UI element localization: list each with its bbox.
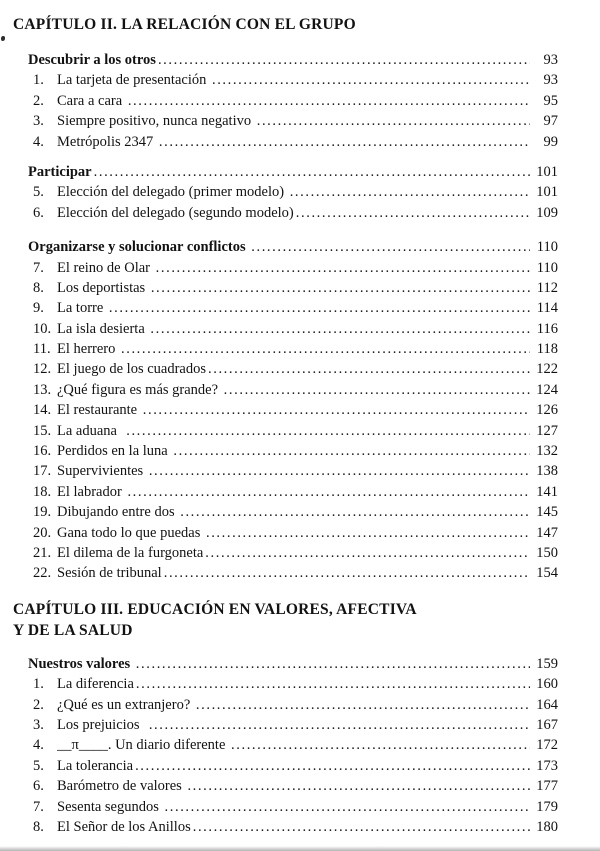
toc-entry-label: La aduana xyxy=(57,422,125,439)
dot-leader xyxy=(191,817,530,837)
toc-entry-number: 6. xyxy=(33,778,44,795)
toc-group xyxy=(28,654,558,838)
toc-entry xyxy=(28,359,558,379)
toc-entry-number: 16. xyxy=(33,443,52,460)
dot-leader xyxy=(229,735,530,755)
toc-entry-label: __π____. Un diario diferente xyxy=(57,737,230,754)
page-number: 97 xyxy=(543,113,558,130)
page-number: 147 xyxy=(536,524,558,541)
page-number: 109 xyxy=(536,204,558,221)
toc-entry-label: Perdidos en la luna xyxy=(57,443,172,460)
toc-entry xyxy=(28,70,558,90)
toc-entry-number: 1. xyxy=(33,676,44,693)
toc-entry-label: El Señor de los Anillos xyxy=(57,818,191,835)
toc-entry-label: El restaurante xyxy=(57,402,141,419)
dot-leader xyxy=(162,563,530,583)
toc-entry xyxy=(28,695,558,715)
dot-leader xyxy=(92,162,530,182)
toc-entry-label: Los deportistas xyxy=(57,279,149,296)
toc-entry-label: Cara a cara xyxy=(57,92,126,109)
dot-leader xyxy=(154,258,530,278)
dot-leader xyxy=(147,715,530,735)
chapter-heading xyxy=(13,14,558,35)
toc-entry-label: Metrópolis 2347 xyxy=(57,133,157,150)
toc-entry-number: 3. xyxy=(33,113,44,130)
toc-entry-label: El herrero xyxy=(57,341,119,358)
dot-leader xyxy=(126,91,530,111)
toc-entry-number: 14. xyxy=(33,402,52,419)
toc-group-header-label: Participar xyxy=(28,163,92,180)
dot-leader xyxy=(119,339,530,359)
toc-entry-number: 7. xyxy=(33,798,44,815)
page-number: 138 xyxy=(536,463,558,480)
toc-entry-number: 4. xyxy=(33,133,44,150)
toc-entry-number: 5. xyxy=(33,184,44,201)
toc-entry-label: La torre xyxy=(57,300,107,317)
page-number: 116 xyxy=(536,320,558,337)
page-number: 93 xyxy=(543,72,558,89)
page-number: 93 xyxy=(543,52,558,68)
page-number: 99 xyxy=(543,133,558,150)
toc-entry xyxy=(28,797,558,817)
toc-entry-number: 9. xyxy=(33,300,44,317)
toc-entry xyxy=(28,339,558,359)
page-number: 173 xyxy=(536,757,558,774)
toc-entry xyxy=(28,461,558,481)
page-number: 159 xyxy=(536,655,558,672)
toc-group-header-label: Organizarse y solucionar conflictos xyxy=(28,239,250,256)
dot-leader xyxy=(147,461,530,481)
toc-group-header-label: Descubrir a los otros xyxy=(28,52,156,68)
toc-entry xyxy=(28,441,558,461)
toc-entry xyxy=(28,182,558,202)
dot-leader xyxy=(294,203,530,223)
page-number: 177 xyxy=(536,778,558,795)
toc-entry xyxy=(28,380,558,400)
toc-entry-number: 4. xyxy=(33,737,44,754)
toc-entry-number: 2. xyxy=(33,696,44,713)
page-number: 95 xyxy=(543,92,558,109)
toc-entry-number: 20. xyxy=(33,524,52,541)
dot-leader xyxy=(204,523,530,543)
toc-entry xyxy=(28,817,558,837)
toc-entry xyxy=(28,400,558,420)
toc-entry-label: ¿Qué es un extranjero? xyxy=(57,696,194,713)
toc-entry xyxy=(28,674,558,694)
toc-entry-number: 13. xyxy=(33,381,52,398)
toc-entry-label: El dilema de la furgoneta xyxy=(57,544,204,561)
page-number: 154 xyxy=(536,565,558,582)
toc-entry-label: El juego de los cuadrados xyxy=(57,361,206,378)
toc-entry xyxy=(28,776,558,796)
page-number: 110 xyxy=(536,239,558,256)
dot-leader xyxy=(124,421,530,441)
toc-entry xyxy=(28,543,558,563)
dot-leader xyxy=(222,380,530,400)
toc-group xyxy=(28,162,558,223)
toc-entry-number: 2. xyxy=(33,92,44,109)
chapter-heading xyxy=(13,599,558,641)
dot-leader xyxy=(185,776,530,796)
toc-entry-number: 12. xyxy=(33,361,52,378)
toc-entry-number: 6. xyxy=(33,204,44,221)
dot-leader xyxy=(171,441,530,461)
toc-entry-label: El reino de Olar xyxy=(57,259,154,276)
dot-leader xyxy=(255,111,530,131)
toc-entry xyxy=(28,132,558,152)
page-number: 124 xyxy=(536,381,558,398)
page-number: 126 xyxy=(536,402,558,419)
dot-leader xyxy=(134,654,530,674)
dot-leader xyxy=(203,543,530,563)
toc-group-header-label: Nuestros valores xyxy=(28,655,134,672)
toc-entry-number: 5. xyxy=(33,757,44,774)
toc-entry-number: 21. xyxy=(33,544,52,561)
toc-entry-number: 10. xyxy=(33,320,52,337)
toc-entry xyxy=(28,319,558,339)
page-number: 132 xyxy=(536,443,558,460)
toc-entry-number: 17. xyxy=(33,463,52,480)
toc-entry xyxy=(28,715,558,735)
page-number: 112 xyxy=(536,279,558,296)
toc-entry xyxy=(28,298,558,318)
dot-leader xyxy=(149,278,530,298)
dot-leader xyxy=(133,756,530,776)
toc-entry-number: 8. xyxy=(33,818,44,835)
toc-entry-label: El labrador xyxy=(57,483,126,500)
toc-entry xyxy=(28,482,558,502)
page-number: 141 xyxy=(536,483,558,500)
chapter-heading-line: Y DE LA SALUD xyxy=(13,621,133,639)
page-number: 150 xyxy=(536,544,558,561)
scan-artifact-speck xyxy=(1,36,5,41)
toc-entry-number: 3. xyxy=(33,716,44,733)
toc-list xyxy=(13,14,558,837)
dot-leader xyxy=(194,695,530,715)
toc-entry-label: Elección del delegado (segundo modelo) xyxy=(57,204,294,221)
dot-leader xyxy=(163,797,530,817)
dot-leader xyxy=(178,502,530,522)
page-number: 101 xyxy=(536,163,558,180)
toc-entry xyxy=(28,258,558,278)
page-number: 114 xyxy=(536,300,558,317)
dot-leader xyxy=(206,359,530,379)
dot-leader xyxy=(125,482,530,502)
toc-entry-number: 1. xyxy=(33,72,44,89)
page-number: 172 xyxy=(536,737,558,754)
toc-entry-label: Sesenta segundos xyxy=(57,798,163,815)
toc-entry-label: Elección del delegado (primer modelo) xyxy=(57,184,288,201)
toc-entry xyxy=(28,278,558,298)
toc-entry-number: 11. xyxy=(33,341,51,358)
page-number: 164 xyxy=(536,696,558,713)
page-number: 145 xyxy=(536,504,558,521)
toc-entry-label: Sesión de tribunal xyxy=(57,565,162,582)
dot-leader xyxy=(288,182,530,202)
toc-group xyxy=(28,50,558,152)
dot-leader xyxy=(157,132,530,152)
toc-entry xyxy=(28,523,558,543)
chapter-heading-line: CAPÍTULO II. LA RELACIÓN CON EL GRUPO xyxy=(13,16,356,33)
toc-group-header xyxy=(28,50,558,70)
toc-entry-number: 15. xyxy=(33,422,52,439)
chapter-heading-line: CAPÍTULO III. EDUCACIÓN EN VALORES, AFECTIVA xyxy=(13,600,417,618)
toc-entry-label: Dibujando entre dos xyxy=(57,504,179,521)
page-number: 110 xyxy=(536,259,558,276)
toc-entry-number: 19. xyxy=(33,504,52,521)
toc-entry-label: La isla desierta xyxy=(57,320,149,337)
toc-entry xyxy=(28,563,558,583)
toc-entry xyxy=(28,735,558,755)
toc-group-header xyxy=(28,237,558,257)
toc-entry-number: 18. xyxy=(33,483,52,500)
toc-entry xyxy=(28,421,558,441)
toc-entry-label: Los prejuicios xyxy=(57,716,147,733)
toc-entry-label: La diferencia xyxy=(57,676,134,693)
dot-leader xyxy=(148,319,530,339)
toc-entry-label: Siempre positivo, nunca negativo xyxy=(57,113,255,130)
page-number: 160 xyxy=(536,676,558,693)
toc-entry xyxy=(28,203,558,223)
toc-entry-label: ¿Qué figura es más grande? xyxy=(57,381,222,398)
toc-group-header xyxy=(28,162,558,182)
page-number: 101 xyxy=(536,184,558,201)
page-number: 127 xyxy=(536,422,558,439)
page-number: 179 xyxy=(536,798,558,815)
toc-entry xyxy=(28,502,558,522)
toc-entry-number: 7. xyxy=(33,259,44,276)
toc-group-header xyxy=(28,654,558,674)
toc-entry-number: 8. xyxy=(33,279,44,296)
dot-leader xyxy=(107,298,530,318)
page-number: 118 xyxy=(536,341,558,358)
toc-entry-label: Gana todo lo que puedas xyxy=(57,524,204,541)
dot-leader xyxy=(134,674,530,694)
page-number: 180 xyxy=(536,818,558,835)
dot-leader xyxy=(156,50,530,70)
toc-group xyxy=(28,237,558,584)
toc-entry-number: 22. xyxy=(33,565,52,582)
page-number: 167 xyxy=(536,716,558,733)
page-bottom-edge-shadow xyxy=(0,846,600,851)
toc-entry-label: La tolerancia xyxy=(57,757,134,774)
dot-leader xyxy=(210,70,530,90)
toc-entry-label: Supervivientes xyxy=(57,463,147,480)
page-number: 122 xyxy=(536,361,558,378)
toc-entry xyxy=(28,111,558,131)
dot-leader xyxy=(141,400,530,420)
toc-entry xyxy=(28,91,558,111)
dot-leader xyxy=(249,237,530,257)
toc-entry xyxy=(28,756,558,776)
toc-entry-label: Barómetro de valores xyxy=(57,778,186,795)
toc-entry-label: La tarjeta de presentación xyxy=(57,72,210,89)
